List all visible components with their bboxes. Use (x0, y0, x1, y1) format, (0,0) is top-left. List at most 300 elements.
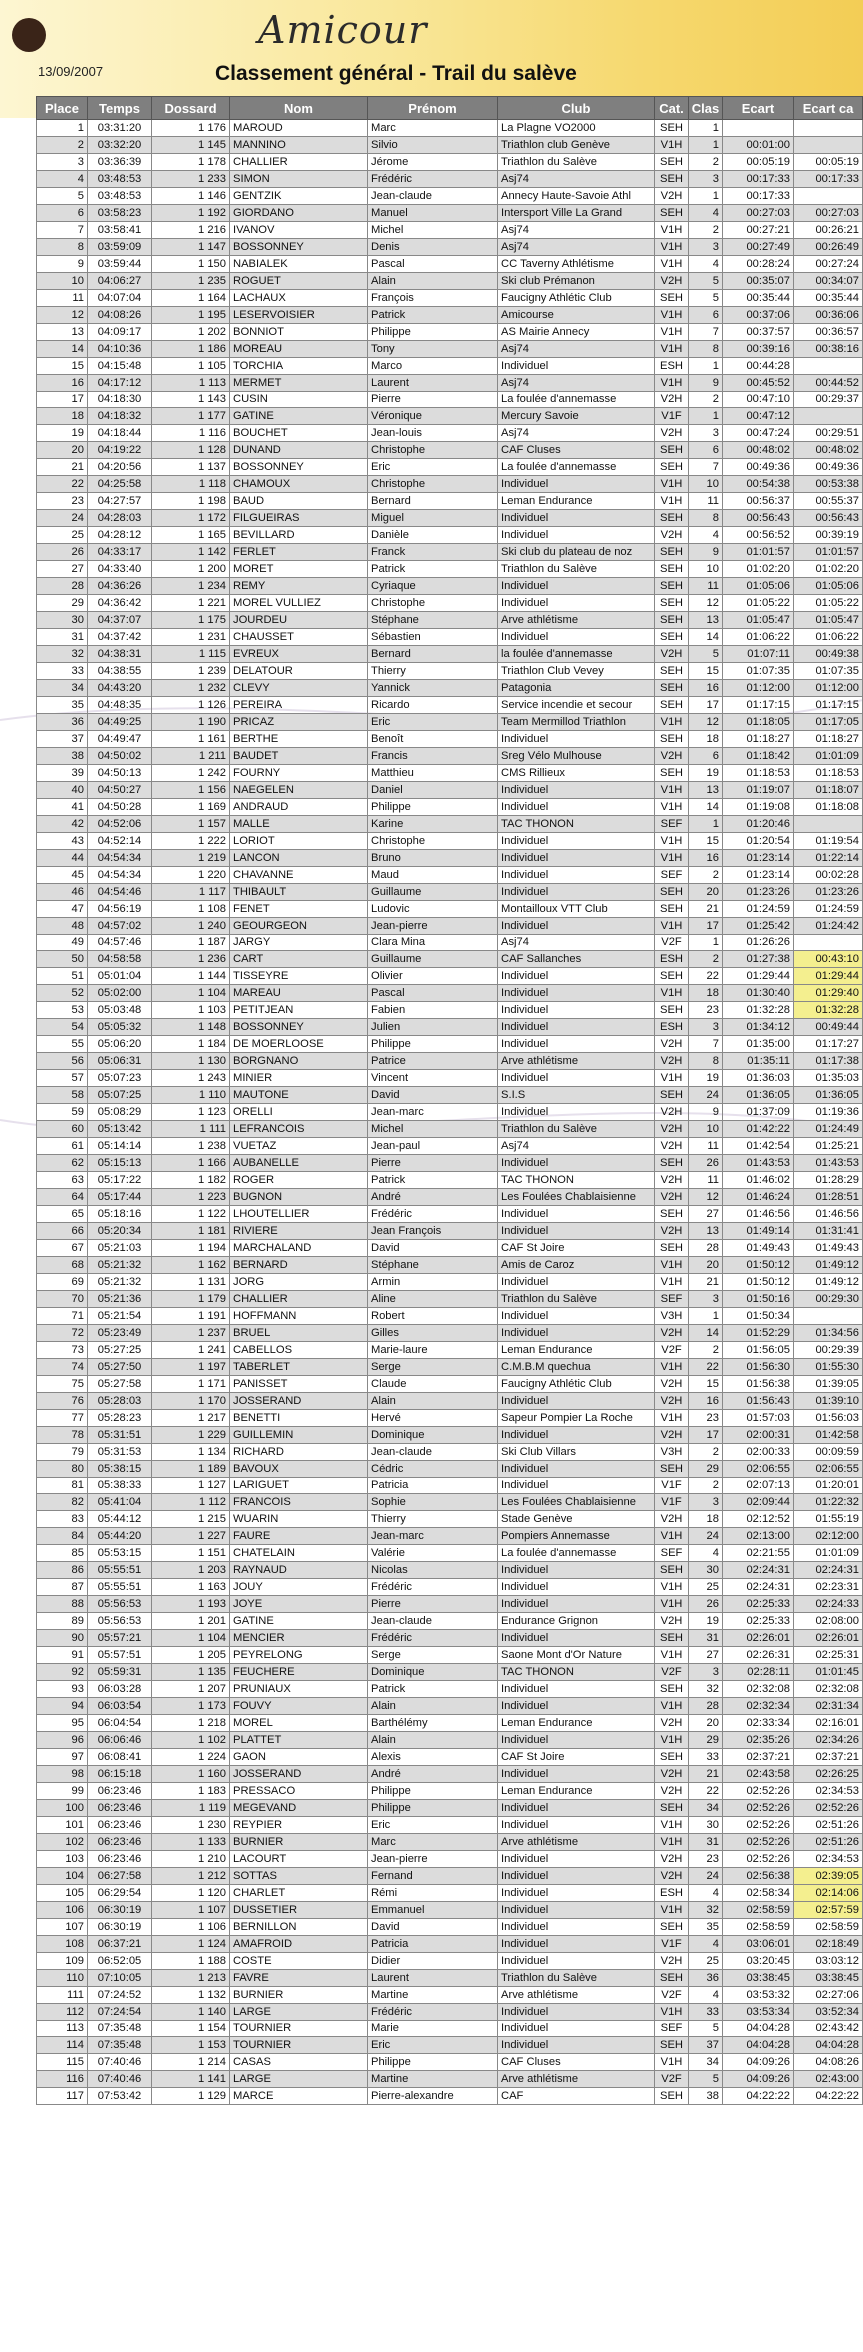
table-cell: 10 (689, 1121, 723, 1138)
table-cell: 04:49:47 (88, 730, 152, 747)
table-cell: Leman Endurance (498, 1341, 655, 1358)
table-cell: SEH (655, 561, 689, 578)
table-cell: 07:35:48 (88, 2020, 152, 2037)
table-cell: FILGUEIRAS (230, 510, 368, 527)
table-row (37, 985, 863, 1002)
table-cell: 1 218 (152, 1715, 230, 1732)
table-cell: ORELLI (230, 1104, 368, 1121)
table-cell: 42 (37, 815, 88, 832)
table-cell: Bernard (368, 493, 498, 510)
table-cell: 1 222 (152, 832, 230, 849)
table-cell: V1H (655, 1256, 689, 1273)
table-cell: 01:46:56 (794, 1206, 863, 1223)
table-cell: 1 116 (152, 425, 230, 442)
table-cell: 1 240 (152, 917, 230, 934)
table-cell: 04:50:28 (88, 798, 152, 815)
table-cell: V2H (655, 1172, 689, 1189)
table-cell: SEH (655, 1630, 689, 1647)
table-cell: 05:15:13 (88, 1155, 152, 1172)
table-cell: 12 (37, 306, 88, 323)
table-cell: Alain (368, 1732, 498, 1749)
table-cell: 64 (37, 1189, 88, 1206)
table-cell: 49 (37, 934, 88, 951)
table-cell: 04:18:32 (88, 408, 152, 425)
table-cell: 02:35:26 (723, 1732, 794, 1749)
table-cell: 4 (689, 1884, 723, 1901)
table-cell: 5 (689, 289, 723, 306)
table-cell: PLATTET (230, 1732, 368, 1749)
table-cell: Sophie (368, 1494, 498, 1511)
table-cell: 06:23:46 (88, 1799, 152, 1816)
table-cell: 05:21:36 (88, 1290, 152, 1307)
table-cell: 19 (37, 425, 88, 442)
table-cell: IVANOV (230, 221, 368, 238)
table-cell: V2H (655, 1053, 689, 1070)
table-cell: 1 117 (152, 883, 230, 900)
table-cell: 94 (37, 1698, 88, 1715)
table-cell: 02:25:33 (723, 1613, 794, 1630)
table-cell: 00:05:19 (794, 153, 863, 170)
table-cell: 18 (689, 985, 723, 1002)
table-cell: SEH (655, 679, 689, 696)
table-cell: 01:29:44 (723, 968, 794, 985)
table-cell: Christophe (368, 476, 498, 493)
table-cell: V2H (655, 1613, 689, 1630)
table-cell: Individuel (498, 1460, 655, 1477)
table-cell: Philippe (368, 1799, 498, 1816)
table-cell: V1H (655, 1732, 689, 1749)
table-cell: 60 (37, 1121, 88, 1138)
table-cell: 05:06:20 (88, 1036, 152, 1053)
table-cell: 1 107 (152, 1901, 230, 1918)
table-cell: 1 156 (152, 781, 230, 798)
table-cell: PRESSACO (230, 1782, 368, 1799)
table-cell: 01:05:47 (723, 612, 794, 629)
table-cell: 05:38:33 (88, 1477, 152, 1494)
table-cell: 00:05:19 (723, 153, 794, 170)
table-cell: 05:44:12 (88, 1511, 152, 1528)
table-cell: 109 (37, 1952, 88, 1969)
table-cell: 1 184 (152, 1036, 230, 1053)
table-cell: 69 (37, 1273, 88, 1290)
table-cell: 105 (37, 1884, 88, 1901)
table-cell: V1H (655, 238, 689, 255)
table-cell: François (368, 289, 498, 306)
table-cell: 01:28:29 (794, 1172, 863, 1189)
table-cell: 01:29:44 (794, 968, 863, 985)
table-cell: AMAFROID (230, 1935, 368, 1952)
table-cell: CHATELAIN (230, 1545, 368, 1562)
table-cell: Asj74 (498, 340, 655, 357)
table-cell: 01:17:27 (794, 1036, 863, 1053)
table-cell: 22 (689, 1782, 723, 1799)
table-cell: 13 (689, 1222, 723, 1239)
table-cell: 1 192 (152, 204, 230, 221)
table-cell: 3 (37, 153, 88, 170)
table-cell: Individuel (498, 1307, 655, 1324)
table-cell: 01:17:15 (794, 696, 863, 713)
table-cell: 2 (689, 153, 723, 170)
table-cell: Martine (368, 2071, 498, 2088)
table-cell: SEH (655, 730, 689, 747)
table-cell: 1 134 (152, 1443, 230, 1460)
table-cell: 61 (37, 1138, 88, 1155)
table-cell: 5 (689, 272, 723, 289)
table-cell: THIBAULT (230, 883, 368, 900)
table-cell: Christophe (368, 595, 498, 612)
table-cell: 05:59:31 (88, 1664, 152, 1681)
table-cell: Les Foulées Chablaisienne (498, 1494, 655, 1511)
table-cell: 01:07:35 (794, 663, 863, 680)
table-cell: Benoît (368, 730, 498, 747)
table-cell: 03:48:53 (88, 170, 152, 187)
table-cell: 12 (689, 1189, 723, 1206)
table-cell: 01:43:53 (723, 1155, 794, 1172)
table-row (37, 408, 863, 425)
table-cell: SEH (655, 696, 689, 713)
table-cell: 1 120 (152, 1884, 230, 1901)
table-cell: 34 (689, 1799, 723, 1816)
table-cell: 01:50:12 (723, 1273, 794, 1290)
table-row (37, 1782, 863, 1799)
table-cell: C.M.B.M quechua (498, 1358, 655, 1375)
table-cell: 1 176 (152, 120, 230, 137)
table-cell: 1 237 (152, 1324, 230, 1341)
table-cell: 01:17:15 (723, 696, 794, 713)
table-cell: Individuel (498, 1698, 655, 1715)
table-cell: 25 (689, 1952, 723, 1969)
table-cell: La foulée d'annemasse (498, 1545, 655, 1562)
table-cell: CAF St Joire (498, 1749, 655, 1766)
table-cell: Arve athlétisme (498, 1053, 655, 1070)
table-cell: 05:28:23 (88, 1409, 152, 1426)
table-cell: 02:26:01 (723, 1630, 794, 1647)
table-cell: SEH (655, 1087, 689, 1104)
table-cell: 23 (689, 1002, 723, 1019)
table-cell: 02:57:59 (794, 1901, 863, 1918)
table-cell: 00:36:06 (794, 306, 863, 323)
table-cell: V2H (655, 527, 689, 544)
table-cell: 04:57:02 (88, 917, 152, 934)
table-cell: 00:29:30 (794, 1290, 863, 1307)
table-cell: 06:30:19 (88, 1901, 152, 1918)
table-cell: 00:27:21 (723, 221, 794, 238)
table-cell: 04:54:34 (88, 849, 152, 866)
table-row (37, 1732, 863, 1749)
table-cell: 04:09:26 (723, 2054, 794, 2071)
table-cell: Individuel (498, 1222, 655, 1239)
table-cell: 04:09:17 (88, 323, 152, 340)
table-cell: 05:07:25 (88, 1087, 152, 1104)
table-cell: Eric (368, 459, 498, 476)
table-cell: 01:06:22 (794, 629, 863, 646)
table-cell: 48 (37, 917, 88, 934)
table-row (37, 629, 863, 646)
table-cell: Jean-claude (368, 1443, 498, 1460)
table-cell: V1H (655, 781, 689, 798)
table-cell: V1H (655, 2054, 689, 2071)
table-cell: 02:58:59 (723, 1918, 794, 1935)
table-row (37, 968, 863, 985)
table-cell: 1 193 (152, 1596, 230, 1613)
table-cell: 1 115 (152, 646, 230, 663)
table-cell: 12 (689, 595, 723, 612)
table-row (37, 1799, 863, 1816)
table-cell: 1 106 (152, 1918, 230, 1935)
table-cell: 4 (689, 1935, 723, 1952)
table-cell: 01:06:22 (723, 629, 794, 646)
table-cell: 115 (37, 2054, 88, 2071)
table-cell: Emmanuel (368, 1901, 498, 1918)
table-cell: 05:27:50 (88, 1358, 152, 1375)
table-cell: 8 (689, 510, 723, 527)
table-cell: 02:26:25 (794, 1765, 863, 1782)
table-cell: 20 (689, 883, 723, 900)
table-cell: 15 (689, 832, 723, 849)
table-row (37, 679, 863, 696)
table-cell: 06:37:21 (88, 1935, 152, 1952)
table-cell: 01:20:46 (723, 815, 794, 832)
table-cell: 02:56:38 (723, 1867, 794, 1884)
table-row (37, 1121, 863, 1138)
table-cell: Michel (368, 1121, 498, 1138)
table-row (37, 187, 863, 204)
table-cell: FEUCHERE (230, 1664, 368, 1681)
table-cell: 04:07:04 (88, 289, 152, 306)
table-row (37, 578, 863, 595)
table-row (37, 1816, 863, 1833)
table-cell: SEH (655, 595, 689, 612)
table-cell: 1 170 (152, 1392, 230, 1409)
table-cell: 44 (37, 849, 88, 866)
table-cell: 12 (689, 713, 723, 730)
table-cell: 06:52:05 (88, 1952, 152, 1969)
table-cell: BAUD (230, 493, 368, 510)
table-row (37, 1290, 863, 1307)
table-cell: 05:08:29 (88, 1104, 152, 1121)
table-cell: Patrick (368, 1681, 498, 1698)
table-cell: 14 (689, 798, 723, 815)
table-cell: SEH (655, 1749, 689, 1766)
table-cell: 54 (37, 1019, 88, 1036)
table-cell: 00:54:38 (723, 476, 794, 493)
table-cell: 7 (689, 323, 723, 340)
table-cell: Pompiers Annemasse (498, 1528, 655, 1545)
table-cell: Aline (368, 1290, 498, 1307)
table-cell: V2H (655, 747, 689, 764)
table-cell: Asj74 (498, 170, 655, 187)
table-cell: 03:48:53 (88, 187, 152, 204)
table-cell: V1F (655, 1494, 689, 1511)
table-cell: 01:56:43 (723, 1392, 794, 1409)
table-cell: CART (230, 951, 368, 968)
table-row (37, 1918, 863, 1935)
table-cell: SEH (655, 204, 689, 221)
table-cell: 1 216 (152, 221, 230, 238)
table-row (37, 1426, 863, 1443)
table-cell: SEH (655, 170, 689, 187)
table-cell: 05:03:48 (88, 1002, 152, 1019)
table-cell: V1H (655, 2003, 689, 2020)
table-cell: CHALLIER (230, 1290, 368, 1307)
table-cell: Individuel (498, 1765, 655, 1782)
table-cell: 1 (689, 408, 723, 425)
table-cell: Jean-marc (368, 1104, 498, 1121)
table-cell: 01:23:14 (723, 866, 794, 883)
table-cell: V1H (655, 221, 689, 238)
table-cell: 04:06:27 (88, 272, 152, 289)
table-cell: 04:57:46 (88, 934, 152, 951)
table-cell: 70 (37, 1290, 88, 1307)
table-cell: Karine (368, 815, 498, 832)
table-cell: Individuel (498, 1867, 655, 1884)
table-cell: 01:23:14 (723, 849, 794, 866)
table-cell: Serge (368, 1358, 498, 1375)
table-row (37, 1053, 863, 1070)
table-cell: 04:04:28 (794, 2037, 863, 2054)
table-cell: Individuel (498, 1019, 655, 1036)
table-cell: Individuel (498, 1392, 655, 1409)
table-cell: 01:19:54 (794, 832, 863, 849)
table-cell: MERMET (230, 374, 368, 391)
table-cell: 1 219 (152, 849, 230, 866)
table-cell: PRICAZ (230, 713, 368, 730)
table-cell: 01:05:06 (794, 578, 863, 595)
table-cell: V2H (655, 1392, 689, 1409)
table-cell: Franck (368, 544, 498, 561)
table-cell: Jean-paul (368, 1138, 498, 1155)
table-cell: 01:25:42 (723, 917, 794, 934)
table-cell: 27 (689, 1206, 723, 1223)
table-cell: 05:21:32 (88, 1256, 152, 1273)
table-cell: 07:40:46 (88, 2071, 152, 2088)
table-cell: V2F (655, 1986, 689, 2003)
table-cell: 110 (37, 1969, 88, 1986)
table-cell: 16 (689, 849, 723, 866)
table-cell: 01:50:12 (723, 1256, 794, 1273)
table-cell: 1 165 (152, 527, 230, 544)
table-cell: 101 (37, 1816, 88, 1833)
table-cell: Jean-pierre (368, 1850, 498, 1867)
table-cell: 02:43:58 (723, 1765, 794, 1782)
table-cell: MOREL (230, 1715, 368, 1732)
table-cell: 03:06:01 (723, 1935, 794, 1952)
table-cell: 52 (37, 985, 88, 1002)
table-cell: 00:49:36 (723, 459, 794, 476)
table-cell: MENCIER (230, 1630, 368, 1647)
table-cell: 02:52:26 (723, 1816, 794, 1833)
table-cell: 05:56:53 (88, 1596, 152, 1613)
table-cell: 04:33:40 (88, 561, 152, 578)
table-cell: 03:58:23 (88, 204, 152, 221)
table-cell: V1H (655, 832, 689, 849)
table-cell: 113 (37, 2020, 88, 2037)
table-cell: 5 (689, 2071, 723, 2088)
table-cell: 24 (37, 510, 88, 527)
table-cell: 1 175 (152, 612, 230, 629)
table-cell: 00:27:24 (794, 255, 863, 272)
table-row (37, 866, 863, 883)
table-cell: Individuel (498, 1477, 655, 1494)
table-cell: 03:31:20 (88, 120, 152, 137)
table-cell: 1 161 (152, 730, 230, 747)
table-cell: MAREAU (230, 985, 368, 1002)
table-cell: 1 214 (152, 2054, 230, 2071)
table-cell: Pierre (368, 1596, 498, 1613)
table-cell: 24 (689, 1087, 723, 1104)
table-cell: V1F (655, 1935, 689, 1952)
table-cell: 06:23:46 (88, 1782, 152, 1799)
table-cell: 19 (689, 1613, 723, 1630)
table-row (37, 832, 863, 849)
table-cell: V2H (655, 1375, 689, 1392)
table-cell: 1 (689, 120, 723, 137)
table-cell: Dominique (368, 1426, 498, 1443)
table-cell: 13 (689, 781, 723, 798)
table-cell: 01:12:00 (723, 679, 794, 696)
table-cell: 24 (689, 1528, 723, 1545)
table-cell: SEH (655, 459, 689, 476)
table-row (37, 1850, 863, 1867)
table-cell: 6 (689, 442, 723, 459)
table-cell: Individuel (498, 798, 655, 815)
table-cell: 36 (689, 1969, 723, 1986)
table-cell: GUILLEMIN (230, 1426, 368, 1443)
table-cell: 01:23:26 (794, 883, 863, 900)
table-cell: 00:27:03 (723, 204, 794, 221)
table-cell: 05:17:44 (88, 1189, 152, 1206)
table-cell: BERTHE (230, 730, 368, 747)
table-cell: 1 127 (152, 1477, 230, 1494)
table-cell: 17 (689, 696, 723, 713)
table-cell: 1 118 (152, 476, 230, 493)
table-cell: Individuel (498, 832, 655, 849)
table-cell: 04:27:57 (88, 493, 152, 510)
table-cell: 15 (37, 357, 88, 374)
table-cell: Individuel (498, 629, 655, 646)
table-cell: V2H (655, 1715, 689, 1732)
table-cell: 38 (37, 747, 88, 764)
table-cell: 1 169 (152, 798, 230, 815)
table-cell: SEH (655, 120, 689, 137)
table-cell: NABIALEK (230, 255, 368, 272)
table-cell: FAURE (230, 1528, 368, 1545)
table-cell (794, 1307, 863, 1324)
table-cell: 1 133 (152, 1833, 230, 1850)
table-cell: CLEVY (230, 679, 368, 696)
table-cell: SEH (655, 663, 689, 680)
table-cell: Individuel (498, 1426, 655, 1443)
table-cell: MANNINO (230, 136, 368, 153)
table-cell: Sreg Vélo Mulhouse (498, 747, 655, 764)
table-cell: 05:57:51 (88, 1647, 152, 1664)
table-cell: 6 (689, 747, 723, 764)
table-cell: JARGY (230, 934, 368, 951)
table-cell: 04:56:19 (88, 900, 152, 917)
table-cell: 00:55:37 (794, 493, 863, 510)
table-cell: 1 135 (152, 1664, 230, 1681)
table-cell: 02:58:59 (794, 1918, 863, 1935)
table-cell: 28 (689, 1239, 723, 1256)
table-cell: 04:54:46 (88, 883, 152, 900)
table-cell: 68 (37, 1256, 88, 1273)
table-cell: 04:37:07 (88, 612, 152, 629)
table-cell: 58 (37, 1087, 88, 1104)
table-cell: 1 103 (152, 1002, 230, 1019)
table-row (37, 1867, 863, 1884)
table-cell: Philippe (368, 323, 498, 340)
table-cell: 1 195 (152, 306, 230, 323)
